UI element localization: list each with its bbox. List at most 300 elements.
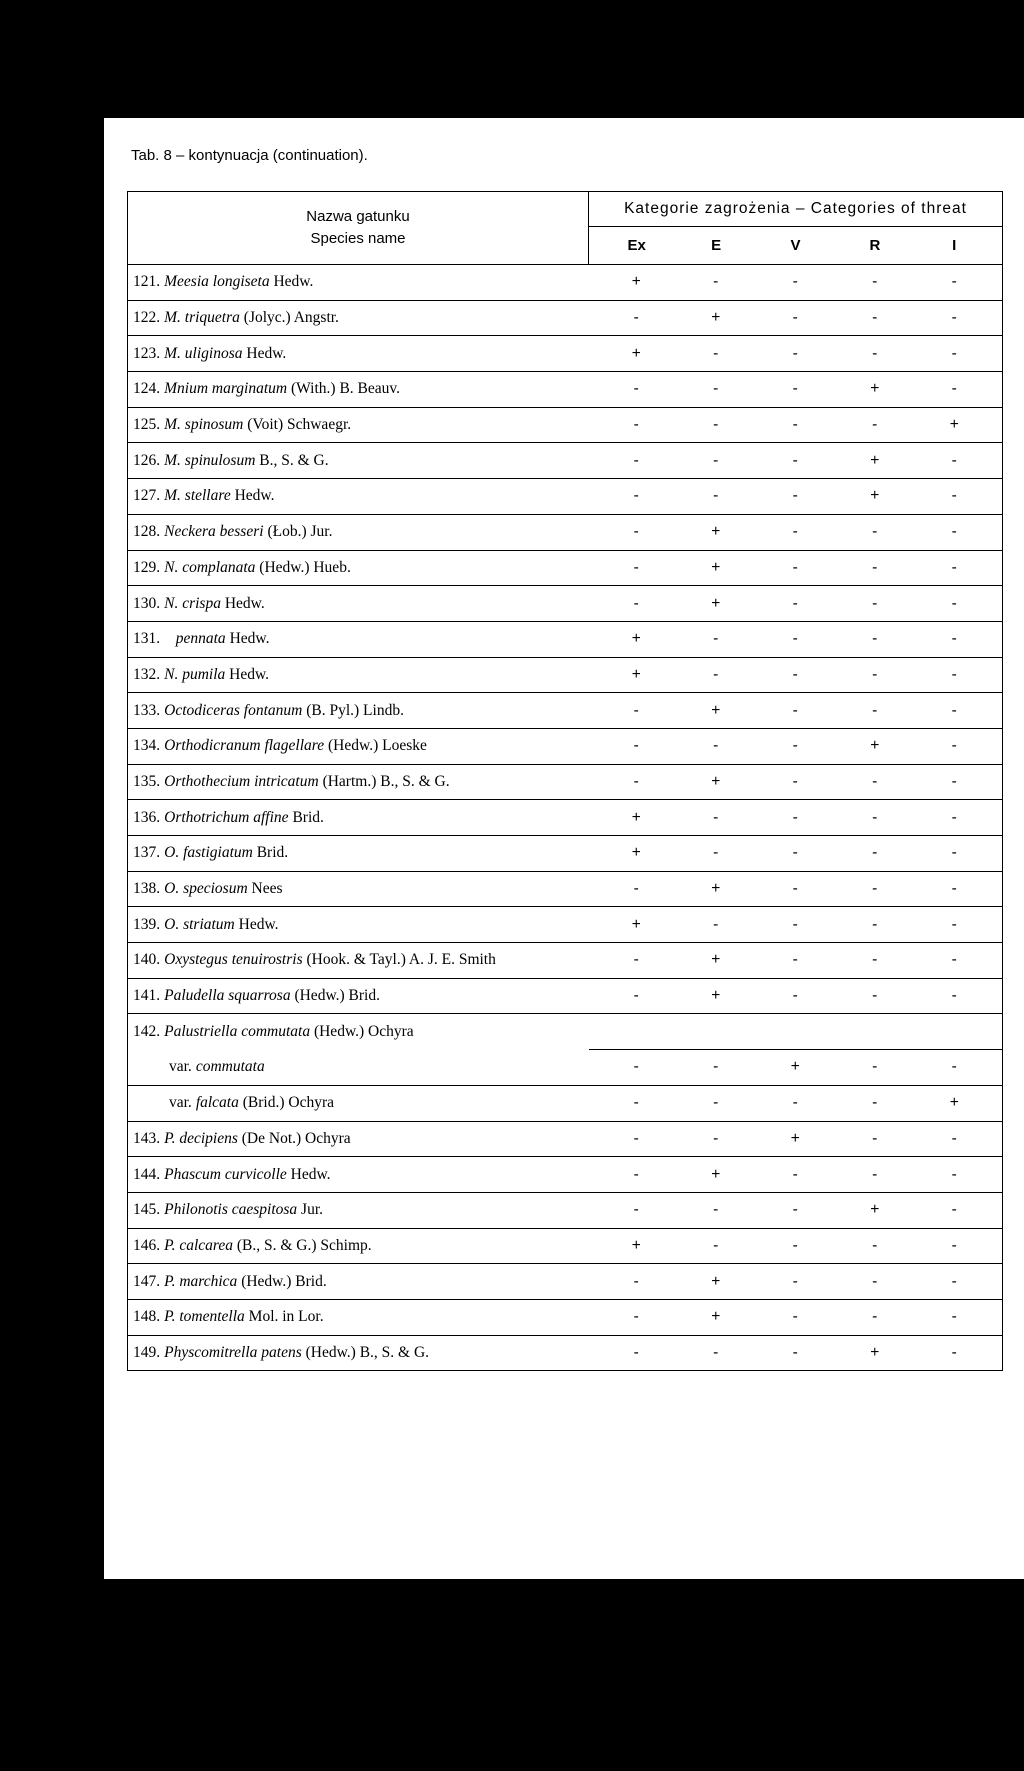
species-author: Hedw.: [286, 1165, 331, 1183]
row-number: 131.: [133, 630, 161, 648]
species-author: (Jolyc.) Angstr.: [239, 309, 339, 327]
threat-value-v: -: [792, 380, 798, 398]
species-cell: [128, 657, 589, 693]
species-author: (Hook. & Tayl.) A. J. E. Smith: [302, 951, 496, 969]
header-name-en: Species name: [310, 230, 406, 247]
row-number: 123.: [133, 344, 161, 362]
threat-value-e: -: [713, 273, 719, 291]
table-row: [128, 372, 1003, 408]
table-row: [128, 1335, 1003, 1371]
table-row: [128, 1085, 1003, 1121]
species-latin-name: pennata: [164, 630, 226, 648]
species-latin-name: O. striatum: [164, 915, 235, 933]
threat-value-ex: -: [633, 772, 639, 790]
species-latin-name: Palustriella commutata: [164, 1023, 311, 1041]
threat-values-cell: [589, 300, 1003, 336]
species-author: (Łob.) Jur.: [263, 523, 333, 541]
table-row: [128, 657, 1003, 693]
table-row: [128, 1228, 1003, 1264]
species-latin-name: falcata: [195, 1094, 239, 1112]
threat-value-i: -: [951, 1308, 957, 1326]
threat-value-v: -: [792, 987, 798, 1005]
threat-value-ex: -: [633, 951, 639, 969]
threat-value-ex: +: [631, 1236, 641, 1254]
threat-value-ex: -: [633, 1308, 639, 1326]
row-number: 124.: [133, 380, 161, 398]
threat-value-e: -: [713, 1236, 719, 1254]
row-number: 149.: [133, 1343, 161, 1361]
threat-values-cell: [589, 479, 1003, 515]
threat-value-i: +: [949, 416, 959, 434]
threat-values-cell: [589, 336, 1003, 372]
threat-value-r: +: [870, 487, 880, 505]
threat-value-r: -: [872, 1308, 878, 1326]
threat-value-v: -: [792, 487, 798, 505]
notes-en-label: Explanations:: [127, 1665, 212, 1681]
threat-value-e: +: [711, 558, 721, 576]
threat-value-e: +: [711, 1308, 721, 1326]
threat-value-r: -: [872, 594, 878, 612]
species-author: (Hartm.) B., S. & G.: [318, 772, 450, 790]
species-latin-name: Paludella squarrosa: [164, 987, 291, 1005]
species-cell: [128, 265, 589, 301]
notes-en-text: Ex – extinct and probably extinct, E – endangered, V – vulnerable, R – rare, I – indeterminate.: [211, 1664, 838, 1681]
threat-value-r: +: [870, 380, 880, 398]
threat-value-v: -: [792, 558, 798, 576]
species-author: Brid.: [288, 808, 324, 826]
threat-values-cell: [589, 1050, 1003, 1086]
threat-value-i: -: [951, 1058, 957, 1076]
threat-value-ex: -: [633, 1058, 639, 1076]
species-cell: [128, 1121, 589, 1157]
threat-value-ex: -: [633, 1272, 639, 1290]
table-row: [128, 300, 1003, 336]
threat-value-i: -: [951, 1343, 957, 1361]
table-row: [128, 407, 1003, 443]
species-cell: [128, 621, 589, 657]
row-number: 145.: [133, 1201, 161, 1219]
row-number: 126.: [133, 451, 161, 469]
row-number: 128.: [133, 523, 161, 541]
threat-value-ex: +: [631, 808, 641, 826]
species-latin-name: Octodiceras fontanum: [164, 701, 303, 719]
species-author: (Hedw.) Brid.: [237, 1272, 327, 1290]
table-row: [128, 907, 1003, 943]
threat-value-i: -: [951, 737, 957, 755]
species-name-header: [128, 192, 589, 265]
table-row: [128, 586, 1003, 622]
species-latin-name: M. spinulosum: [164, 451, 256, 469]
threat-value-ex: +: [631, 844, 641, 862]
row-number: 143.: [133, 1129, 161, 1147]
species-latin-name: Orthothecium intricatum: [164, 772, 319, 790]
threat-value-r: +: [870, 1343, 880, 1361]
table-row: [128, 1264, 1003, 1300]
table-row: [128, 265, 1003, 301]
threat-value-e: +: [711, 594, 721, 612]
threat-value-e: -: [713, 665, 719, 683]
species-latin-name: N. complanata: [164, 558, 256, 576]
species-cell: [128, 800, 589, 836]
species-latin-name: P. marchica: [164, 1272, 238, 1290]
threat-value-v: -: [792, 808, 798, 826]
species-latin-name: N. pumila: [164, 665, 226, 683]
row-number: 122.: [133, 309, 161, 327]
column-header-v: V: [790, 237, 801, 255]
threat-value-v: +: [790, 1058, 800, 1076]
species-cell: [128, 1157, 589, 1193]
threat-value-e: -: [713, 737, 719, 755]
threat-value-i: -: [951, 808, 957, 826]
row-number: 133.: [133, 701, 161, 719]
species-cell: [128, 550, 589, 586]
row-number: 130.: [133, 594, 161, 612]
species-author: (Hedw.) Ochyra: [310, 1023, 414, 1041]
threat-value-i: +: [949, 1094, 959, 1112]
species-cell: [128, 372, 589, 408]
threat-value-v: -: [792, 451, 798, 469]
threat-value-v: -: [792, 416, 798, 434]
category-columns: [589, 227, 1003, 265]
row-number: 148.: [133, 1308, 161, 1326]
threat-value-v: -: [792, 309, 798, 327]
threat-value-i: -: [951, 558, 957, 576]
threat-values-cell: [589, 657, 1003, 693]
species-cell: [128, 1335, 589, 1371]
threat-value-v: -: [792, 523, 798, 541]
threat-value-e: -: [713, 487, 719, 505]
threat-value-i: -: [951, 380, 957, 398]
threat-value-v: -: [792, 880, 798, 898]
table-row: [128, 443, 1003, 479]
threat-value-e: +: [711, 523, 721, 541]
threat-value-v: -: [792, 594, 798, 612]
row-number: 121.: [133, 273, 161, 291]
threat-values-cell: [589, 728, 1003, 764]
table-row: [128, 764, 1003, 800]
threat-value-e: +: [711, 772, 721, 790]
species-cell: [128, 1085, 589, 1121]
species-cell: [128, 586, 589, 622]
row-number: 142.: [133, 1023, 161, 1041]
table-row: [128, 800, 1003, 836]
threat-value-r: +: [870, 1201, 880, 1219]
species-latin-name: P. tomentella: [164, 1308, 245, 1326]
species-cell: [128, 336, 589, 372]
row-number: 137.: [133, 844, 161, 862]
species-author: B., S. & G.: [255, 451, 329, 469]
species-author: Hedw.: [225, 630, 270, 648]
species-author: Hedw.: [242, 344, 287, 362]
table-row: [128, 1014, 1003, 1050]
threat-value-ex: -: [633, 987, 639, 1005]
threat-value-r: -: [872, 309, 878, 327]
row-number: 125.: [133, 416, 161, 434]
species-latin-name: P. calcarea: [164, 1236, 233, 1254]
threat-value-r: -: [872, 915, 878, 933]
threat-value-ex: -: [633, 880, 639, 898]
threat-value-v: -: [792, 344, 798, 362]
threat-value-r: -: [872, 772, 878, 790]
species-cell: [128, 1228, 589, 1264]
species-latin-name: Orthotrichum affine: [164, 808, 289, 826]
threat-value-r: -: [872, 808, 878, 826]
species-author: (Voit) Schwaegr.: [243, 416, 352, 434]
species-author: (B., S. & G.) Schimp.: [233, 1236, 372, 1254]
species-author: Hedw.: [225, 665, 270, 683]
threat-value-e: +: [711, 880, 721, 898]
threat-values-cell: [589, 1335, 1003, 1371]
threat-values-cell: [589, 550, 1003, 586]
threat-value-e: -: [713, 344, 719, 362]
threat-value-r: -: [872, 951, 878, 969]
threat-value-r: -: [872, 844, 878, 862]
threat-value-i: -: [951, 844, 957, 862]
document-page: [104, 118, 1024, 1770]
threat-value-ex: +: [631, 344, 641, 362]
table-row: [128, 1050, 1003, 1086]
species-cell: [128, 836, 589, 872]
species-author: (Brid.) Ochyra: [238, 1094, 334, 1112]
threat-value-e: +: [711, 1165, 721, 1183]
row-number: 127.: [133, 487, 161, 505]
threat-value-i: -: [951, 273, 957, 291]
threat-value-r: -: [872, 416, 878, 434]
threat-value-r: -: [872, 1129, 878, 1147]
species-author: Hedw.: [220, 594, 265, 612]
threat-value-ex: -: [633, 523, 639, 541]
threat-value-r: -: [872, 665, 878, 683]
row-number: var.: [169, 1058, 192, 1076]
threat-value-i: -: [951, 451, 957, 469]
threat-value-i: -: [951, 1165, 957, 1183]
table-row: [128, 1157, 1003, 1193]
table-row: [128, 1299, 1003, 1335]
species-cell: [128, 871, 589, 907]
species-cell: [128, 1264, 589, 1300]
threat-value-e: +: [711, 701, 721, 719]
column-header-i: I: [952, 237, 957, 255]
row-number: 139.: [133, 915, 161, 933]
table-row: [128, 550, 1003, 586]
species-cell: [128, 978, 589, 1014]
threat-value-e: +: [711, 987, 721, 1005]
threat-value-i: -: [951, 523, 957, 541]
species-latin-name: Philonotis caespitosa: [164, 1201, 298, 1219]
threat-value-r: -: [872, 1236, 878, 1254]
threat-value-i: -: [951, 915, 957, 933]
threat-value-e: -: [713, 380, 719, 398]
column-header-ex: Ex: [627, 237, 646, 255]
threat-values-cell: [589, 586, 1003, 622]
species-latin-name: Phascum curvicolle: [164, 1165, 287, 1183]
species-latin-name: N. crispa: [164, 594, 221, 612]
table-row: [128, 621, 1003, 657]
species-cell: [128, 943, 589, 979]
row-number: 136.: [133, 808, 161, 826]
threat-value-e: -: [713, 630, 719, 648]
species-latin-name: O. speciosum: [164, 880, 248, 898]
table-row: [128, 1121, 1003, 1157]
threat-values-cell: [589, 978, 1003, 1014]
threat-value-r: -: [872, 273, 878, 291]
row-number: 135.: [133, 772, 161, 790]
threat-value-r: +: [870, 737, 880, 755]
threat-values-cell: [589, 1157, 1003, 1193]
column-header-e: E: [711, 237, 722, 255]
notes-pl-label: Objaśnienia:: [127, 1645, 206, 1661]
species-cell: [128, 443, 589, 479]
threat-value-i: -: [951, 309, 957, 327]
threat-value-v: -: [792, 951, 798, 969]
species-latin-name: Oxystegus tenuirostris: [164, 951, 303, 969]
species-latin-name: Neckera besseri: [164, 523, 264, 541]
threat-value-ex: -: [633, 380, 639, 398]
species-author: (Hedw.) Brid.: [290, 987, 380, 1005]
threat-values-cell: [589, 1014, 1003, 1050]
threat-value-v: -: [792, 1272, 798, 1290]
threat-values-cell: [589, 407, 1003, 443]
threat-value-v: -: [792, 737, 798, 755]
row-number: 144.: [133, 1165, 161, 1183]
row-number: 147.: [133, 1272, 161, 1290]
notes-pl-text: Ex – wymarłe i zaginione, E – wymierające, V – narażone, R – rzadkie, I – o nieokreślonym zagrożeniu.: [205, 1644, 896, 1661]
threat-value-r: -: [872, 344, 878, 362]
threat-value-v: -: [792, 844, 798, 862]
threat-value-v: -: [792, 1236, 798, 1254]
threat-value-ex: -: [633, 1129, 639, 1147]
threat-value-i: -: [951, 772, 957, 790]
table-row: [128, 978, 1003, 1014]
threat-value-r: +: [870, 451, 880, 469]
threat-value-r: -: [872, 558, 878, 576]
threat-values-cell: [589, 1085, 1003, 1121]
threat-values-cell: [589, 836, 1003, 872]
threat-values-cell: [589, 621, 1003, 657]
species-author: (Hedw.) Hueb.: [255, 558, 351, 576]
threat-value-e: -: [713, 451, 719, 469]
threat-value-v: -: [792, 1343, 798, 1361]
species-latin-name: M. stellare: [164, 487, 231, 505]
threat-value-v: -: [792, 915, 798, 933]
species-author: Jur.: [297, 1201, 324, 1219]
threat-value-i: -: [951, 487, 957, 505]
threat-values-cell: [589, 764, 1003, 800]
threat-values-cell: [589, 693, 1003, 729]
row-number: 132.: [133, 665, 161, 683]
threat-value-v: -: [792, 1201, 798, 1219]
table-caption: Tab. 8 – kontynuacja (continuation).: [131, 147, 368, 164]
table-row: [128, 836, 1003, 872]
threat-value-r: -: [872, 1058, 878, 1076]
threat-value-e: -: [713, 1058, 719, 1076]
species-cell: [128, 728, 589, 764]
species-author: Hedw.: [269, 273, 314, 291]
species-author: Hedw.: [230, 487, 275, 505]
species-cell: [128, 907, 589, 943]
species-author: (B. Pyl.) Lindb.: [302, 701, 404, 719]
species-cell: [128, 764, 589, 800]
threat-value-ex: -: [633, 737, 639, 755]
threat-values-cell: [589, 907, 1003, 943]
threat-value-i: -: [951, 665, 957, 683]
column-header-r: R: [869, 237, 881, 255]
threat-value-e: -: [713, 416, 719, 434]
threat-value-i: -: [951, 951, 957, 969]
threat-value-e: -: [713, 1129, 719, 1147]
species-latin-name: commutata: [195, 1058, 265, 1076]
species-cell: [128, 514, 589, 550]
threat-values-cell: [589, 871, 1003, 907]
table-row: [128, 1192, 1003, 1228]
species-latin-name: O. fastigiatum: [164, 844, 253, 862]
threat-value-ex: -: [633, 309, 639, 327]
threat-value-i: -: [951, 880, 957, 898]
threat-value-i: -: [951, 344, 957, 362]
threat-value-ex: +: [631, 273, 641, 291]
threat-value-i: -: [951, 1236, 957, 1254]
threat-value-i: -: [951, 630, 957, 648]
species-cell: [128, 1192, 589, 1228]
threat-value-v: -: [792, 1308, 798, 1326]
threat-value-e: -: [713, 1201, 719, 1219]
threat-value-i: -: [951, 594, 957, 612]
species-cell: [128, 300, 589, 336]
threat-value-v: -: [792, 273, 798, 291]
table-row: [128, 943, 1003, 979]
row-number: 134.: [133, 737, 161, 755]
page-number: 82: [560, 1750, 578, 1770]
threat-value-r: -: [872, 880, 878, 898]
threat-value-r: -: [872, 523, 878, 541]
threat-values-cell: [589, 1264, 1003, 1300]
threat-value-ex: -: [633, 487, 639, 505]
header-name-pl: Nazwa gatunku: [306, 208, 410, 225]
threat-value-e: -: [713, 1094, 719, 1112]
threat-value-v: -: [792, 665, 798, 683]
table-row: [128, 336, 1003, 372]
species-author: (With.) B. Beauv.: [287, 380, 400, 398]
threat-value-v: -: [792, 772, 798, 790]
table-row: [128, 514, 1003, 550]
threat-value-v: -: [792, 1094, 798, 1112]
species-cell: [128, 407, 589, 443]
threat-values-cell: [589, 800, 1003, 836]
species-cell: [128, 479, 589, 515]
threat-value-i: -: [951, 1129, 957, 1147]
species-author: (Hedw.) Loeske: [324, 737, 427, 755]
table-row: [128, 728, 1003, 764]
threat-value-ex: -: [633, 416, 639, 434]
threat-value-ex: -: [633, 701, 639, 719]
species-author: Nees: [247, 880, 283, 898]
species-latin-name: Orthodicranum flagellare: [164, 737, 325, 755]
threat-value-ex: +: [631, 630, 641, 648]
threat-value-e: +: [711, 1272, 721, 1290]
species-author: Brid.: [252, 844, 289, 862]
species-cell: [128, 1299, 589, 1335]
threat-values-cell: [589, 1192, 1003, 1228]
threat-value-r: -: [872, 1094, 878, 1112]
threat-value-ex: -: [633, 1201, 639, 1219]
threat-table: [127, 191, 1003, 1371]
row-number: 141.: [133, 987, 161, 1005]
threat-value-r: -: [872, 701, 878, 719]
threat-values-cell: [589, 265, 1003, 301]
species-latin-name: M. uliginosa: [164, 344, 243, 362]
species-latin-name: Mnium marginatum: [164, 380, 288, 398]
threat-value-e: -: [713, 915, 719, 933]
